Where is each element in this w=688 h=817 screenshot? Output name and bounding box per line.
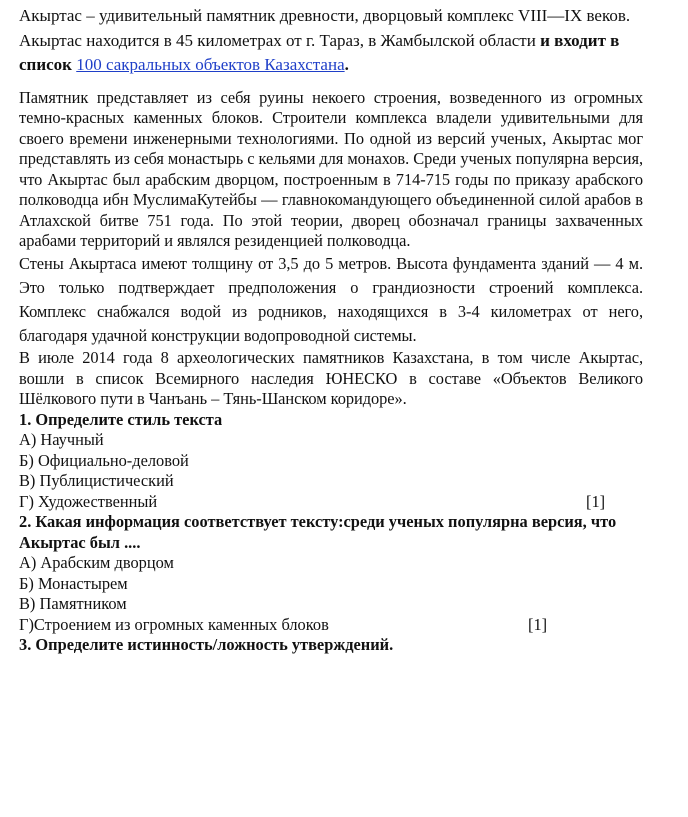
intro-text: Акыртас – удивительный памятник древности, дворцовый комплекс VIII—IX веков. Акыртас находится в 45 километрах от г. Тараз, в Жамбылской области — [19, 6, 631, 50]
paragraph-unesco: В июле 2014 года 8 археологических памятников Казахстана, в том числе Акыртас, вошли в список Всемирного наследия ЮНЕСКО в составе «Объектов Великого Шёлкового пути в Чанъань – Тянь-Шанском коридоре». — [19, 348, 643, 409]
intro-paragraph — [19, 4, 643, 78]
sacral-objects-link[interactable]: 100 сакральных объектов Казахстана — [76, 55, 345, 74]
question-2-score: [1] — [528, 614, 548, 634]
intro-end-period: . — [344, 55, 349, 74]
question-1-option-b: Б) Официально-деловой — [19, 450, 189, 470]
question-1-option-a: А) Научный — [19, 430, 104, 450]
document-page — [19, 4, 643, 656]
paragraph-walls: Стены Акыртаса имеют толщину от 3,5 до 5 метров. Высота фундамента зданий — 4 м. Это только подтверждает предположения о грандиозности строений комплекса. Комплекс снабжался водой из родников, находящихся в 3-4 километрах от него, благодаря удачной конструкции водопроводной системы. — [19, 253, 643, 346]
question-1-title: 1. Определите стиль текста — [19, 409, 223, 429]
question-3-title: 3. Определите истинность/ложность утверждений. — [19, 635, 394, 655]
question-1-option-d — [19, 492, 643, 513]
question-2-title: 2. Какая информация соответствует тексту:среди ученых популярна версия, что Акыртас был .... — [19, 512, 617, 552]
question-1-option-c: В) Публицистический — [19, 471, 174, 491]
question-1-option-d-text: Г) Художественный — [19, 491, 158, 511]
question-1-score: [1] — [586, 491, 606, 511]
question-2-option-b: Б) Монастырем — [19, 573, 128, 593]
question-2-option-d-text: Г)Строением из огромных каменных блоков — [19, 614, 329, 634]
question-2-option-a: А) Арабским дворцом — [19, 553, 174, 573]
question-2-option-d — [19, 615, 643, 636]
intro-bold-text: и входит в список — [19, 30, 620, 74]
question-2-option-c: В) Памятником — [19, 594, 127, 614]
paragraph-monument: Памятник представляет из себя руины некоего строения, возведенного из огромных темно-красных каменных блоков. Строители комплекса владели удивительными для своего времени инженерными технологиями. По одной из версий ученых, Акыртас мог представлять из себя монастырь с кельями для монахов. Среди ученых популярна версия, что Акыртас был арабским дворцом, построенным в 714-715 годы по приказу арабского полководца ибн МуслимаКутейбы — главнокомандующего объединенной силой арабов в Атлахской битве 751 года. По этой теории, дворец обозначал границы захваченных арабами территорий и являлся резиденцией полководца. — [19, 87, 643, 250]
